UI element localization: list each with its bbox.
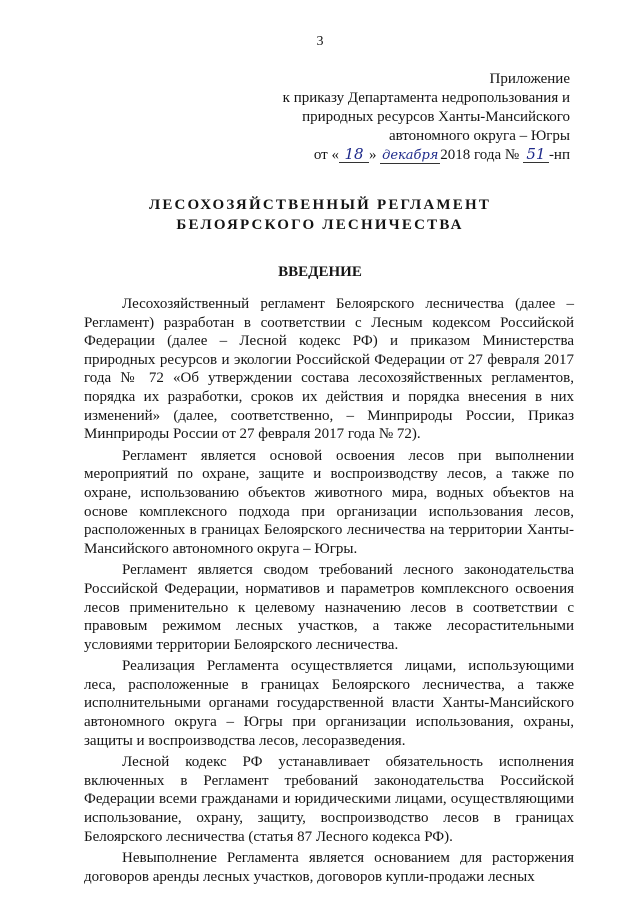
- appendix-order-line-2: природных ресурсов Ханты-Мансийского: [302, 109, 570, 125]
- date-year: 2018 года №: [440, 147, 520, 163]
- appendix-order-line-3: автономного округа – Югры: [388, 128, 570, 144]
- appendix-order-line-1: к приказу Департамента недропользования и: [282, 90, 570, 106]
- page-number: 3: [316, 34, 324, 49]
- handwritten-day: 18: [339, 147, 369, 163]
- body-text: [84, 295, 574, 889]
- appendix-label: Приложение: [489, 71, 570, 87]
- paragraph: Регламент является основой освоения лесов при выполнении мероприятий по охране, защите и воспроизводству лесов, а также по охране, использованию объектов животного мира, водных объектов на основе комплексного подхода при организации использования лесов, расположенных в границах Белоярского лесничества на территории Ханты-Мансийского автономного округа – Югры.: [84, 447, 574, 557]
- handwritten-order-number: 51: [523, 147, 549, 163]
- paragraph: Реализация Регламента осуществляется лицами, использующими леса, расположенные в границах Белоярского лесничества, а также исполнительными органами государственной власти Ханты-Мансийского автономного округа – Югры при организации использования, охраны, защиты и воспроизводства лесов, лесоразведения.: [84, 658, 574, 749]
- paragraph: Лесохозяйственный регламент Белоярского лесничества (далее – Регламент) разработан в соответствии с Лесным кодексом Российской Федерации (далее – Лесной кодекс РФ) и приказом Министерства природных ресурсов и экологии Российской Федерации от 27 февраля 2017 года № 72 «Об утверждении состава лесохозяйственных регламентов, порядка их разработки, сроков их действия и порядка внесения в них изменений» (далее, соответственно, – Минприроды России, Приказ Минприроды России от 27 февраля 2017 года № 72).: [84, 296, 574, 443]
- date-mid: »: [368, 147, 377, 163]
- document-title-line-1: ЛЕСОХОЗЯЙСТВЕННЫЙ РЕГЛАМЕНТ: [148, 197, 492, 213]
- handwritten-month: декабря: [382, 148, 439, 163]
- document-title-line-2: БЕЛОЯРСКОГО ЛЕСНИЧЕСТВА: [176, 217, 464, 233]
- appendix-block: [283, 70, 570, 165]
- order-suffix: -нп: [548, 147, 570, 163]
- paragraph: Лесной кодекс РФ устанавливает обязательность исполнения включенных в Регламент требований законодательства Российской Федерации всеми гражданами и юридическими лицами, осуществляющими использование, охрану, защиту, воспроизводство лесов в границах Белоярского лесничества (статья 87 Лесного кодекса РФ).: [84, 754, 574, 845]
- paragraph: Невыполнение Регламента является основанием для расторжения договоров аренды лесных участков, договоров купли-продажи лесных: [84, 850, 574, 885]
- date-prefix: от «: [313, 147, 339, 163]
- document-title: [0, 195, 640, 235]
- appendix-date-line: [283, 146, 570, 165]
- paragraph: Регламент является сводом требований лесного законодательства Российской Федерации, нормативов и параметров комплексного освоения лесов применительно к целевому назначению лесов в соответствии с правовым режимом лесных участков, а также лесорастительными условиями территории Белоярского лесничества.: [84, 562, 574, 653]
- section-heading: ВВЕДЕНИЕ: [278, 264, 362, 280]
